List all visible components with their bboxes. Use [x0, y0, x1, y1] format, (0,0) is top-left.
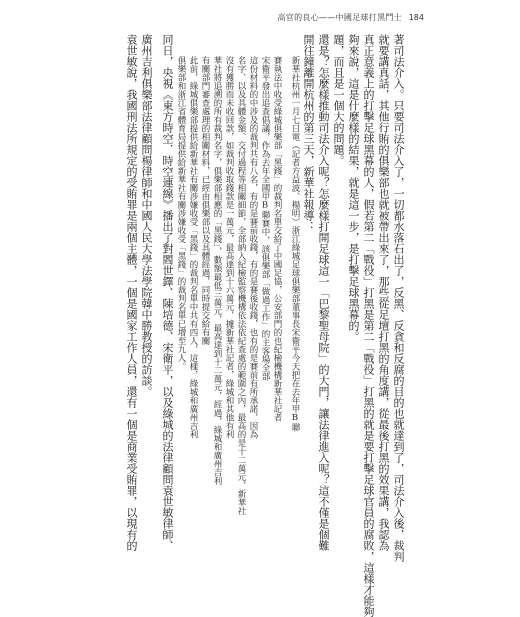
- page-header: [0, 12, 520, 26]
- body-column: 廣州吉利俱樂部法律顧問楊律師和中國人民大學法學院韓中勝教授的訪談。: [140, 34, 153, 397]
- quote-column: 華社將追溯的所有裁判名字，俱樂部相應的「黑錢」，數額最低三萬元，最高達到十二萬元，經過，綠城和廣州吉利: [212, 56, 222, 486]
- body-column: 同日，央視《東方時空．時空連線》播出了對閻世鐸、陳培德、宋衛平，以及綠城的法律顧問袁世敏律師、: [161, 34, 174, 551]
- quote-column: 宋衛平發出追查倡議，作為去年全國甲B聯賽中，該俱樂部「做過工作」的主客場全部: [260, 56, 270, 381]
- body-column: 袁世敏說，我國刑法所規定的受賄罪是兩個主體，一個是國家工作人員，還有一個是商業受賄罪，以現有的: [125, 34, 138, 551]
- body-column: 題，而且是一個大的問題。: [332, 34, 345, 166]
- quote-column: 此前，綠城俱樂部提供給新華社有關涉嫌收受「黑錢」的裁判名單中共有四人，這樣，綠城和廣州吉利: [188, 56, 198, 439]
- body-column: 還是？怎麼樣推動司法介入呢？怎麼樣打開足球這一「巴黎聖母院」的大門，讓法律進入呢？這不僅是個難: [317, 34, 330, 551]
- quote-column: 俱樂部和浙江省體育局提供給新華社有關涉嫌收受「黑錢」的裁判名單已增至九人。: [176, 56, 186, 371]
- quote-column: 名字、以及具體金額、交付過程等相關細節，全部納入紀檢監察機構依法依紀查處的範圍之內，最高的是十二萬元，新華社: [236, 56, 246, 515]
- body-column: 夠來說，這是什麼樣的結果，就是這一步，是打擊足球黑幕的。: [347, 34, 360, 342]
- quote-column: 賽執法中收受綠城俱樂部「黑錢」的裁判名單交給了中國足協，公安部門的也紀檢機構新華社記者: [272, 56, 282, 422]
- body-column: 著司法介入。只要司法介入了，一切都水落石出了，反黑、反貪和反腐的目的也就達到了，司法介入後，裁判: [392, 34, 405, 562]
- body-column: 開往鐘離開杭州的第三天，新華社報導：: [302, 34, 315, 232]
- running-title: 高官的良心——中國足球打黑鬥士: [277, 13, 402, 22]
- body-column: 就要講真話，其他行賄的俱樂部也就被帶出來了，那些從足壇打黑的角度講，從最後打黑的效果講，我認為: [377, 34, 390, 551]
- page-number: 184: [408, 13, 424, 22]
- quote-column: 沒有獲勝而未收回款，如裁判收取錢款是一萬元，最高達到十六萬元，據新華社記者，綠城和其他有利: [224, 56, 234, 439]
- quote-column: 這份材料的中涉及的裁判共有八名，有的是賽前收錢，有的是賽後收錢，也有的是賽前有所承諾，因為: [248, 56, 258, 439]
- body-column: 真正意義上的打擊足球黑幕的人，假若第二「戰役」打黑是第二「戰役」打黑的就是要打擊足球官員的腐敗，這樣才能夠: [362, 34, 375, 617]
- vertical-text-block: [125, 34, 406, 617]
- quote-column: 有關部門審查處理的相關材料，已經由俱樂部以及具體經過，同時提交給有關: [200, 56, 210, 345]
- quote-column: 新華社杭州一月七日電（記者方益波、楊明）浙江綠城足球俱樂部董事長宋衛平今天把在去年甲B聯: [290, 56, 300, 432]
